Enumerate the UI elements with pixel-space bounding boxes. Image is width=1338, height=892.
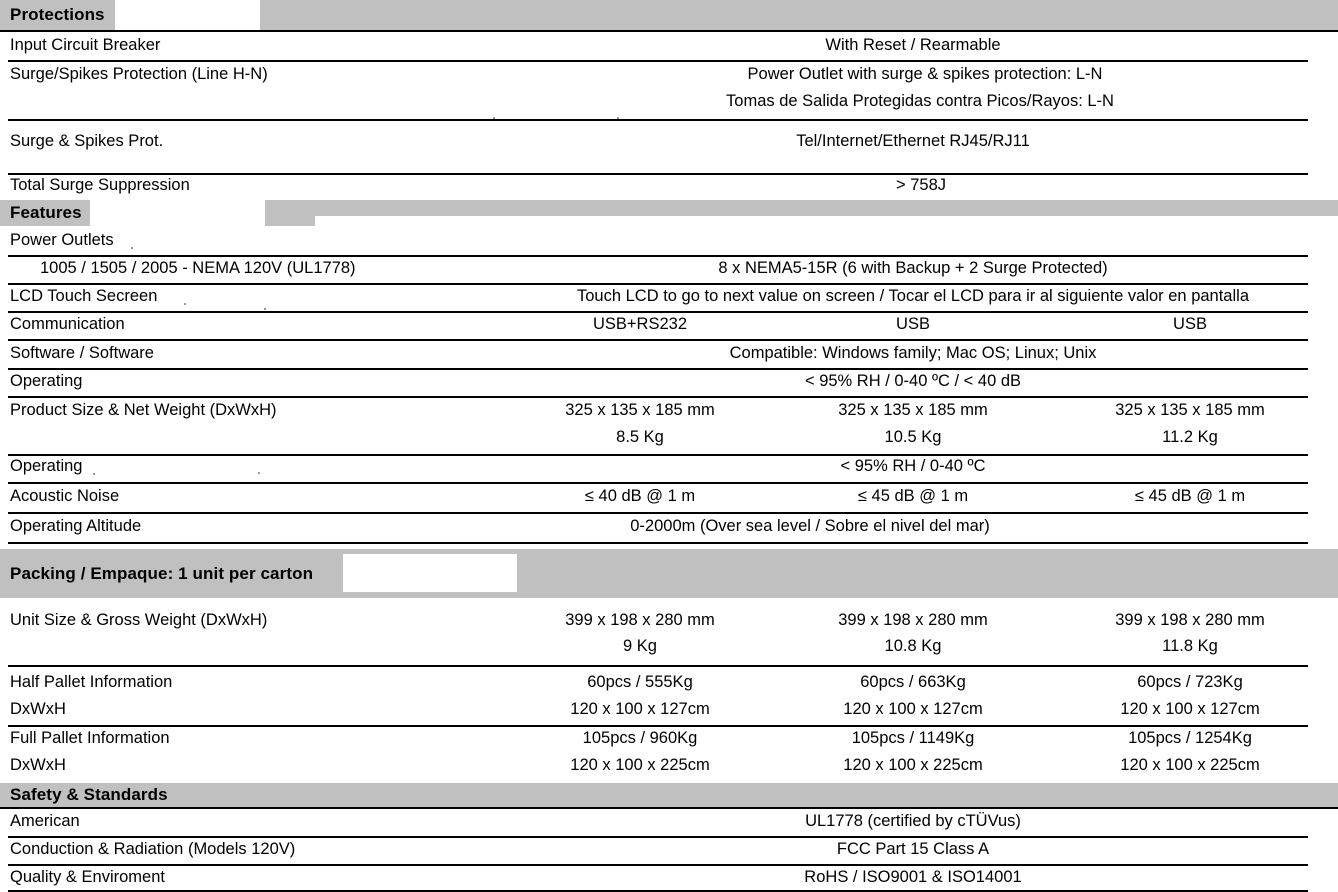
divider <box>8 482 1308 484</box>
section-title-packing: Packing / Empaque: 1 unit per carton <box>10 563 314 583</box>
row-value-full-pallet-dim-col1: 120 x 100 x 225cm <box>570 756 710 774</box>
row-value-full-pallet-dim-col2: 120 x 100 x 225cm <box>843 756 983 774</box>
divider <box>0 807 1338 809</box>
row-value-total-surge-suppression: > 758J <box>896 176 946 194</box>
row-label-acoustic-noise: Acoustic Noise <box>10 487 120 505</box>
row-value-full-pallet-col1: 105pcs / 960Kg <box>582 729 698 747</box>
row-value-american: UL1778 (certified by cTÜVus) <box>805 812 1021 830</box>
divider <box>8 255 1308 257</box>
row-value-lcd-touch-screen: Touch LCD to go to next value on screen / Tocar el LCD para ir al siguiente valor en pantalla <box>577 287 1249 305</box>
row-value-product-weight-col2: 10.5 Kg <box>884 428 942 446</box>
redaction-block-features-left <box>90 200 265 226</box>
row-value-communication-col2: USB <box>896 315 930 333</box>
row-label-conduction-radiation: Conduction & Radiation (Models 120V) <box>10 840 296 858</box>
divider <box>8 283 1308 285</box>
row-value-product-weight-col1: 8.5 Kg <box>616 428 664 446</box>
divider <box>8 396 1308 398</box>
row-label-half-pallet: Half Pallet Information <box>10 673 173 691</box>
row-value-half-pallet-dim-col2: 120 x 100 x 127cm <box>843 700 983 718</box>
redaction-block-features-right <box>315 216 1338 226</box>
row-value-product-size-col1: 325 x 135 x 185 mm <box>565 401 715 419</box>
divider <box>8 173 1308 175</box>
section-header-features <box>0 200 1338 226</box>
row-label-total-surge-suppression: Total Surge Suppression <box>10 176 190 194</box>
row-label-full-pallet: Full Pallet Information <box>10 729 170 747</box>
divider <box>8 339 1308 341</box>
divider <box>8 665 1308 667</box>
divider <box>8 368 1308 370</box>
section-title-features: Features <box>10 203 82 222</box>
row-value-product-size-col2: 325 x 135 x 185 mm <box>838 401 988 419</box>
row-label-lcd-touch-screen: LCD Touch Secreen <box>10 287 158 305</box>
divider <box>8 542 1308 544</box>
row-value-surge-spikes-prot: Tel/Internet/Ethernet RJ45/RJ11 <box>796 132 1030 150</box>
row-value-operating-2: < 95% RH / 0-40 ºC <box>840 457 986 475</box>
divider <box>8 311 1308 313</box>
section-title-safety: Safety & Standards <box>10 785 168 804</box>
section-header-packing <box>0 549 1338 598</box>
divider <box>8 864 1308 866</box>
row-label-operating-altitude: Operating Altitude <box>10 517 142 535</box>
row-value-unit-weight-col1: 9 Kg <box>623 637 657 655</box>
row-value-quality-enviroment: RoHS / ISO9001 & ISO14001 <box>804 868 1022 886</box>
row-value-half-pallet-col3: 60pcs / 723Kg <box>1137 673 1243 691</box>
row-label-software: Software / Software <box>10 344 154 362</box>
row-value-input-circuit-breaker: With Reset / Rearmable <box>825 36 1001 54</box>
divider <box>0 30 1338 32</box>
row-value-acoustic-noise-col2: ≤ 45 dB @ 1 m <box>857 487 969 505</box>
row-value-half-pallet-col2: 60pcs / 663Kg <box>860 673 966 691</box>
row-value-unit-weight-col2: 10.8 Kg <box>884 637 942 655</box>
section-title-protections: Protections <box>10 5 105 24</box>
row-label-operating-1: Operating <box>10 372 83 390</box>
row-value-acoustic-noise-col1: ≤ 40 dB @ 1 m <box>584 487 696 505</box>
row-label-unit-size-gross-weight: Unit Size & Gross Weight (DxWxH) <box>10 611 268 629</box>
divider <box>8 60 1308 62</box>
row-value-product-weight-col3: 11.2 Kg <box>1162 428 1218 446</box>
row-value-unit-size-col2: 399 x 198 x 280 mm <box>838 611 988 629</box>
row-value-operating-altitude: 0-2000m (Over sea level / Sobre el nivel del mar) <box>630 517 990 535</box>
divider <box>8 119 1308 121</box>
row-label-nema-models: 1005 / 1505 / 2005 - NEMA 120V (UL1778) <box>40 259 356 277</box>
row-label-surge-spikes-prot: Surge & Spikes Prot. <box>10 132 164 150</box>
row-value-full-pallet-col3: 105pcs / 1254Kg <box>1128 729 1252 747</box>
row-value-communication-col3: USB <box>1173 315 1207 333</box>
row-label-communication: Communication <box>10 315 125 333</box>
row-value-product-size-col3: 325 x 135 x 185 mm <box>1115 401 1265 419</box>
row-label-half-pallet-dims: DxWxH <box>10 700 66 718</box>
redaction-block-protections <box>115 0 260 30</box>
row-label-full-pallet-dims: DxWxH <box>10 756 66 774</box>
row-label-american: American <box>10 812 80 830</box>
divider <box>8 512 1308 514</box>
divider <box>8 836 1308 838</box>
row-value-surge-spikes-line1: Power Outlet with surge & spikes protection: L-N <box>747 65 1103 83</box>
row-value-unit-size-col3: 399 x 198 x 280 mm <box>1115 611 1265 629</box>
row-label-product-size-net-weight: Product Size & Net Weight (DxWxH) <box>10 401 277 419</box>
row-value-half-pallet-dim-col1: 120 x 100 x 127cm <box>570 700 710 718</box>
row-label-power-outlets: Power Outlets <box>10 231 114 249</box>
row-value-full-pallet-dim-col3: 120 x 100 x 225cm <box>1120 756 1260 774</box>
divider <box>8 725 1308 727</box>
row-value-unit-weight-col3: 11.8 Kg <box>1162 637 1218 655</box>
row-label-input-circuit-breaker: Input Circuit Breaker <box>10 36 161 54</box>
section-header-safety <box>0 783 1338 807</box>
row-value-software: Compatible: Windows family; Mac OS; Linux; Unix <box>729 344 1097 362</box>
section-header-protections <box>0 0 1338 30</box>
row-value-half-pallet-dim-col3: 120 x 100 x 127cm <box>1120 700 1260 718</box>
row-value-half-pallet-col1: 60pcs / 555Kg <box>587 673 693 691</box>
row-value-full-pallet-col2: 105pcs / 1149Kg <box>851 729 975 747</box>
row-label-operating-2: Operating <box>10 457 83 475</box>
row-value-unit-size-col1: 399 x 198 x 280 mm <box>565 611 715 629</box>
divider <box>8 454 1308 456</box>
row-value-surge-spikes-line2: Tomas de Salida Protegidas contra Picos/Rayos: L-N <box>726 92 1114 110</box>
row-value-conduction-radiation: FCC Part 15 Class A <box>836 840 990 858</box>
row-value-nema-models: 8 x NEMA5-15R (6 with Backup + 2 Surge Protected) <box>718 259 1108 277</box>
row-label-quality-enviroment: Quality & Enviroment <box>10 868 165 886</box>
row-value-acoustic-noise-col3: ≤ 45 dB @ 1 m <box>1134 487 1246 505</box>
row-value-communication-col1: USB+RS232 <box>592 315 688 333</box>
row-label-surge-spikes-protection: Surge/Spikes Protection (Line H-N) <box>10 65 268 83</box>
row-value-operating-1: < 95% RH / 0-40 ºC / < 40 dB <box>804 372 1022 390</box>
redaction-block-packing <box>343 554 517 592</box>
